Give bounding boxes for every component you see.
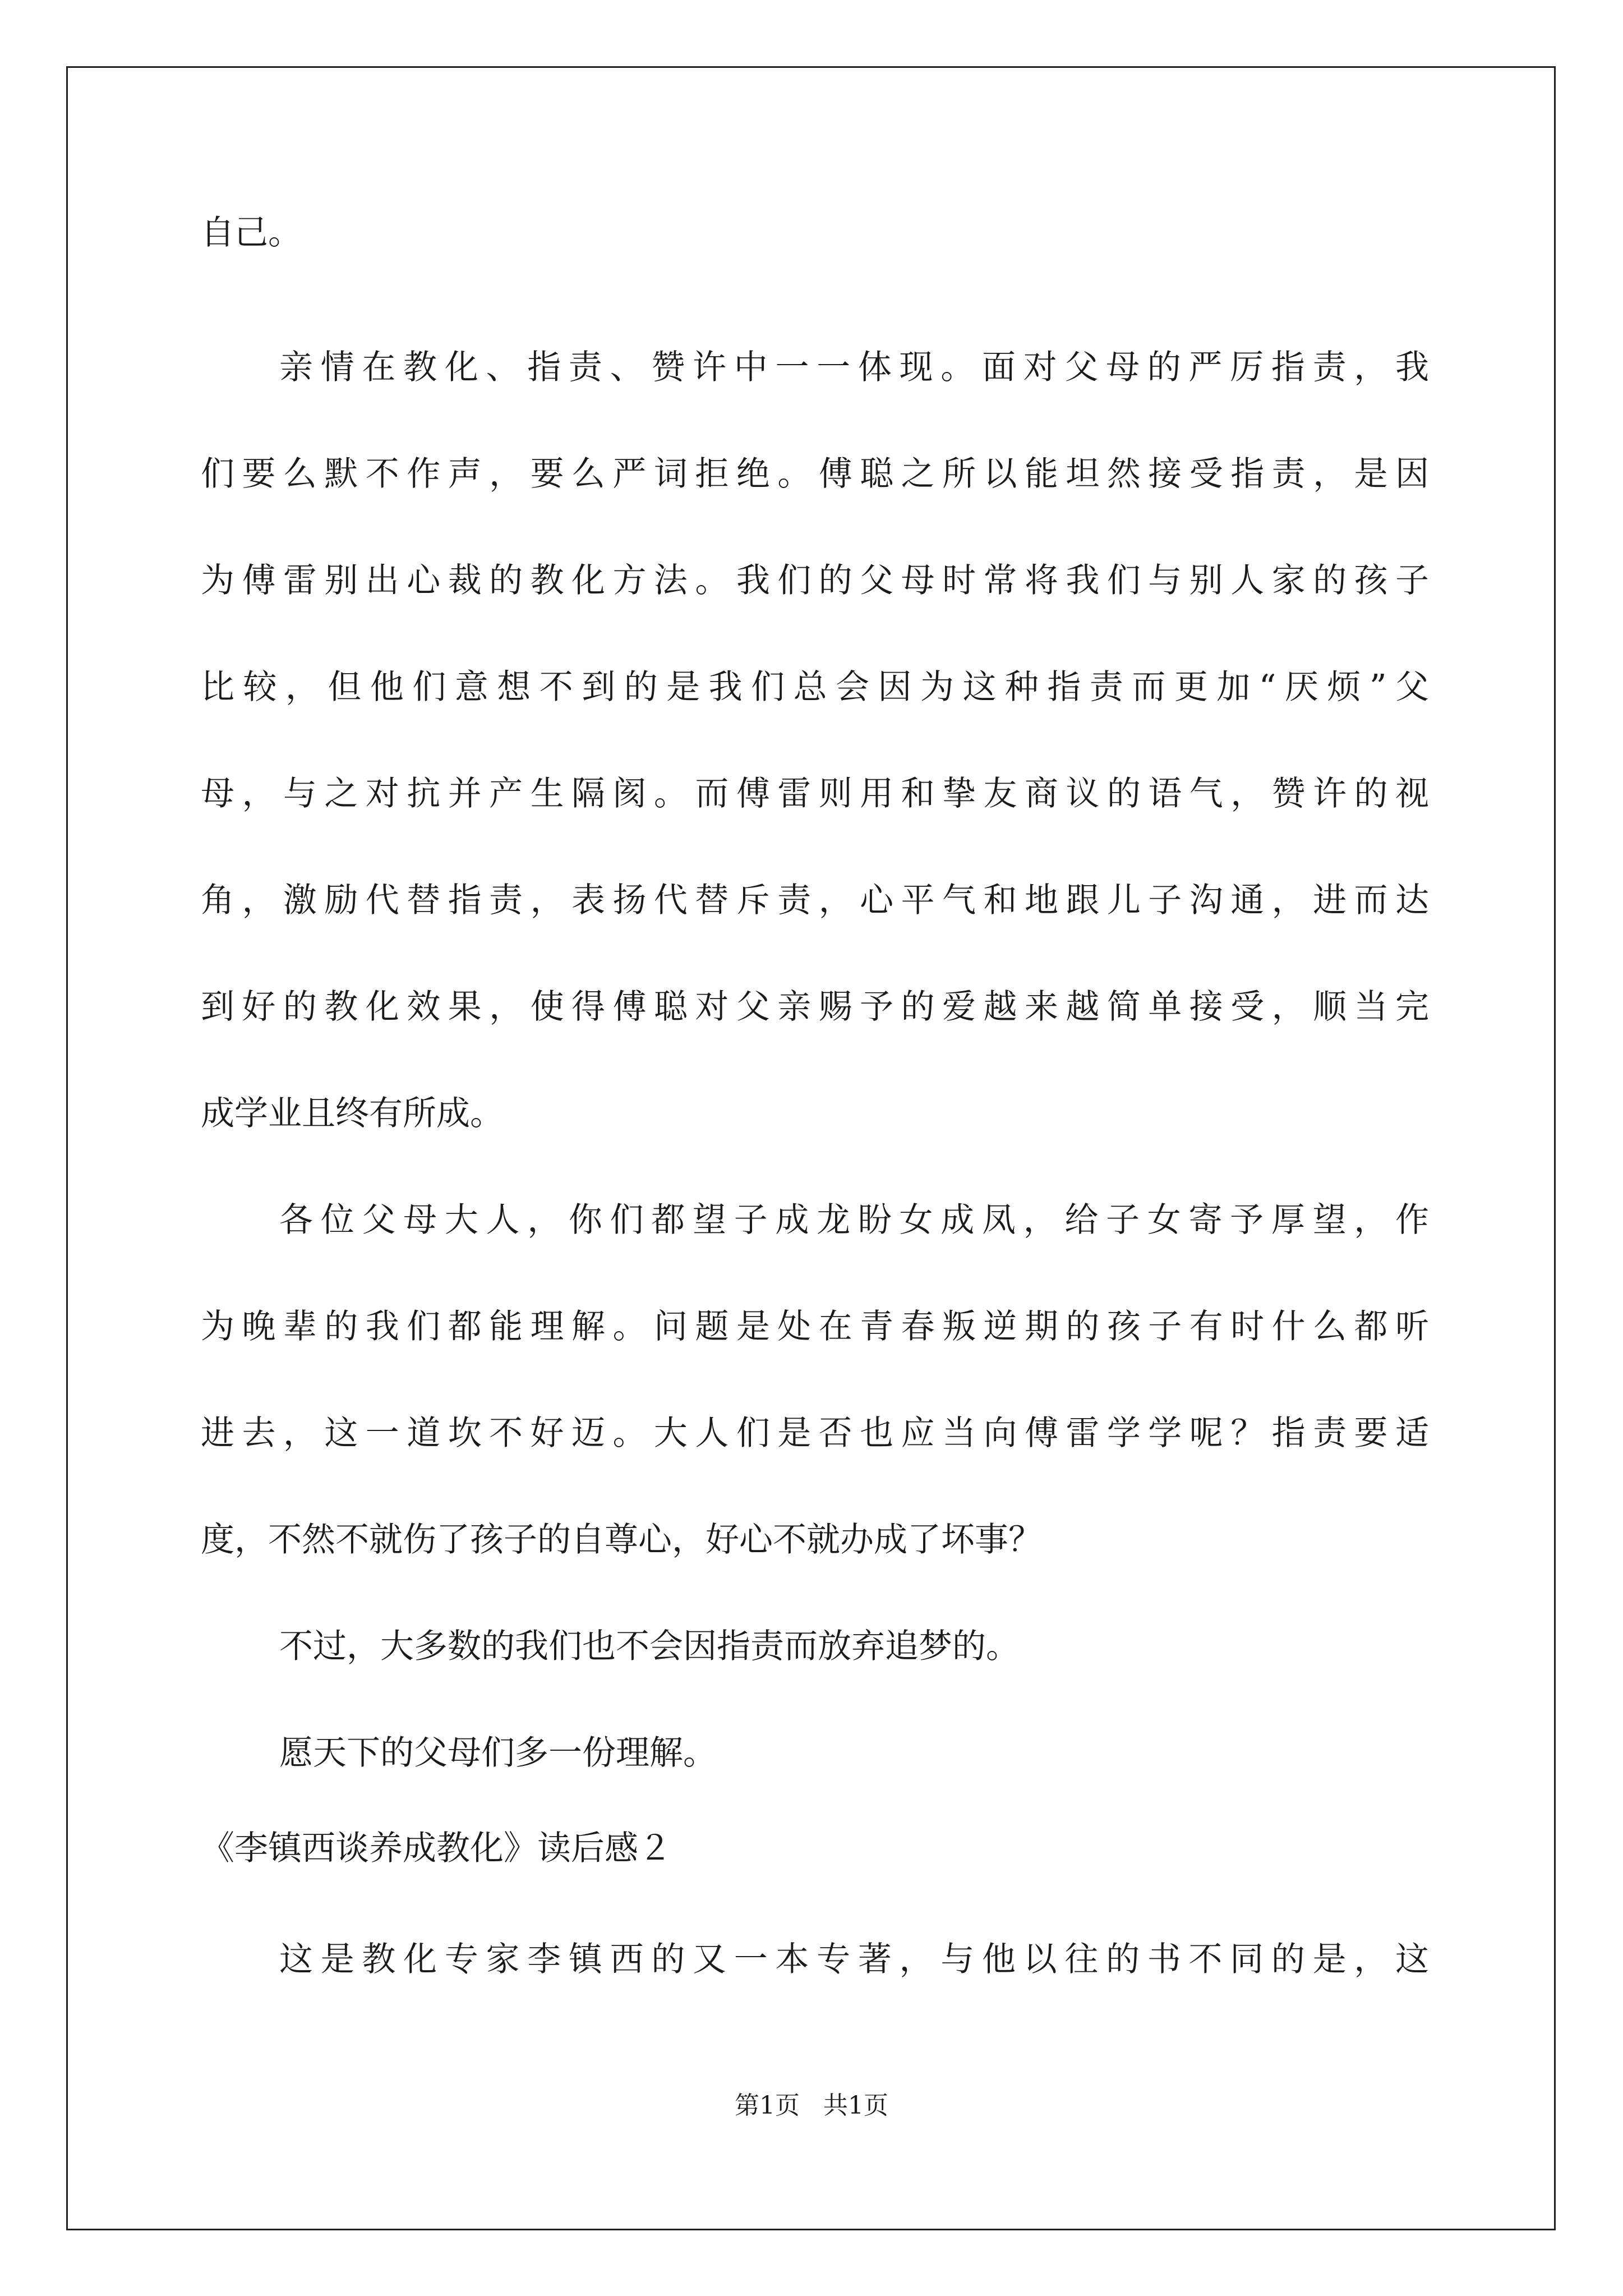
- text-line: 成学业且终有所成。: [201, 1094, 504, 1133]
- text-line: 为晚辈的我们都能理解。问题是处在青春叛逆期的孩子有时什么都听: [201, 1307, 1429, 1346]
- text-line: 这是教化专家李镇西的又一本专著，与他以往的书不同的是，这: [279, 1940, 1429, 1979]
- page-footer: [0, 2089, 1623, 2123]
- text-line: 亲情在教化、指责、赞许中一一体现。面对父母的严厉指责，我: [279, 348, 1429, 387]
- text-line: 比较，但他们意想不到的是我们总会因为这种指责而更加“厌烦”父: [201, 668, 1429, 707]
- text-line: 为傅雷别出心裁的教化方法。我们的父母时常将我们与别人家的孩子: [201, 561, 1429, 600]
- page-number: 第1页: [735, 2091, 800, 2120]
- text-line: 到好的教化效果，使得傅聪对父亲赐予的爱越来越简单接受，顺当完: [201, 987, 1429, 1027]
- text-line: 进去，这一道坎不好迈。大人们是否也应当向傅雷学学呢？指责要适: [201, 1414, 1429, 1453]
- text-line: 自己。: [201, 213, 302, 252]
- text-line: 不过，大多数的我们也不会因指责而放弃追梦的。: [279, 1627, 1020, 1666]
- section-heading: 《李镇西谈养成教化》读后感２: [201, 1829, 672, 1868]
- text-line: 角，激励代替指责，表扬代替斥责，心平气和地跟儿子沟通，进而达: [201, 881, 1429, 920]
- text-line: 愿天下的父母们多一份理解。: [279, 1733, 717, 1773]
- text-line: 各位父母大人，你们都望子成龙盼女成凤，给子女寄予厚望，作: [279, 1200, 1429, 1240]
- page-total: 共1页: [823, 2091, 888, 2120]
- text-line: 度，不然不就伤了孩子的自尊心，好心不就办成了坏事？: [201, 1520, 1042, 1559]
- text-line: 母，与之对抗并产生隔阂。而傅雷则用和挚友商议的语气，赞许的视: [201, 774, 1429, 813]
- text-line: 们要么默不作声，要么严词拒绝。傅聪之所以能坦然接受指责，是因: [201, 454, 1429, 494]
